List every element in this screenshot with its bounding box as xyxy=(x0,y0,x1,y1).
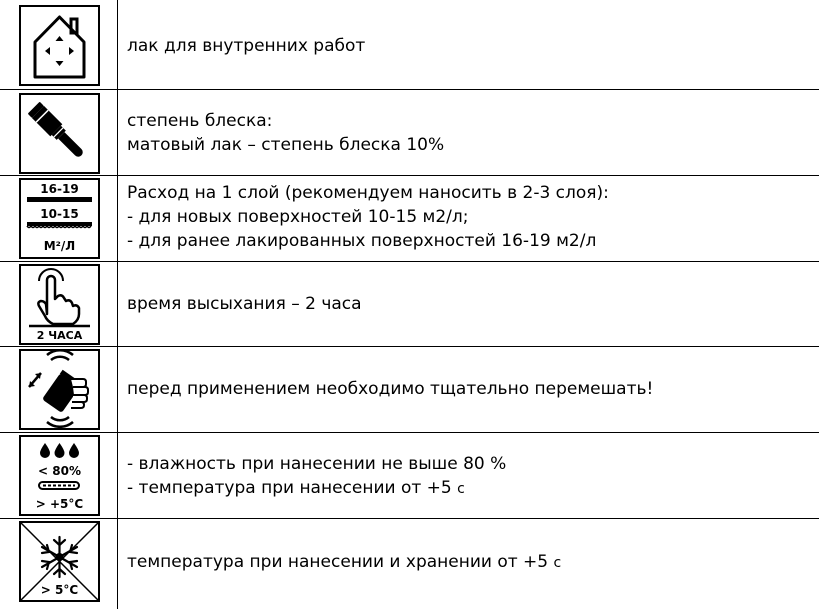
row-text: перед применением необходимо тщательно перемешать! xyxy=(127,379,654,399)
table-row xyxy=(0,346,819,432)
table-row xyxy=(0,261,819,346)
table-row xyxy=(0,0,819,89)
frost-protect-icon xyxy=(19,521,100,602)
table-row xyxy=(0,518,819,609)
row-text: - влажность при нанесении не выше 80 % xyxy=(127,454,507,474)
row-text: матовый лак – степень блеска 10% xyxy=(127,135,445,155)
row-text: температура при нанесении и хранении от +5 с xyxy=(127,552,562,572)
row-text: время высыхания – 2 часа xyxy=(127,294,362,314)
row-text: степень блеска: xyxy=(127,111,273,131)
row-text: - для ранее лакированных поверхностей 16-19 м2/л xyxy=(127,231,597,251)
table-row xyxy=(0,89,819,175)
coverage-icon xyxy=(19,178,100,259)
table-row xyxy=(0,175,819,261)
house-icon xyxy=(19,5,100,86)
row-text: лак для внутренних работ xyxy=(127,36,366,56)
unit-suffix: с xyxy=(457,481,465,497)
unit-suffix: с xyxy=(553,555,562,571)
coverage-middle-label: 10-15 xyxy=(40,207,79,221)
row-text: - температура при нанесении от +5 с xyxy=(127,478,465,498)
temperature-label: > +5°C xyxy=(35,497,84,511)
coverage-unit-label: М²/Л xyxy=(43,239,76,253)
paintbrush-icon xyxy=(19,93,100,174)
touch-finger-icon xyxy=(19,264,100,345)
drying-time-label: 2 ЧАСА xyxy=(36,329,83,342)
table-row xyxy=(0,432,819,518)
shake-can-icon xyxy=(19,349,100,430)
frost-temperature-label: > 5°C xyxy=(40,583,79,597)
humidity-label: < 80% xyxy=(38,464,81,478)
humidity-temperature-icon xyxy=(19,435,100,516)
row-text: - для новых поверхностей 10-15 м2/л; xyxy=(127,207,469,227)
coverage-top-label: 16-19 xyxy=(40,182,79,196)
row-text: Расход на 1 слой (рекомендуем наносить в 2-3 слоя): xyxy=(127,183,609,203)
